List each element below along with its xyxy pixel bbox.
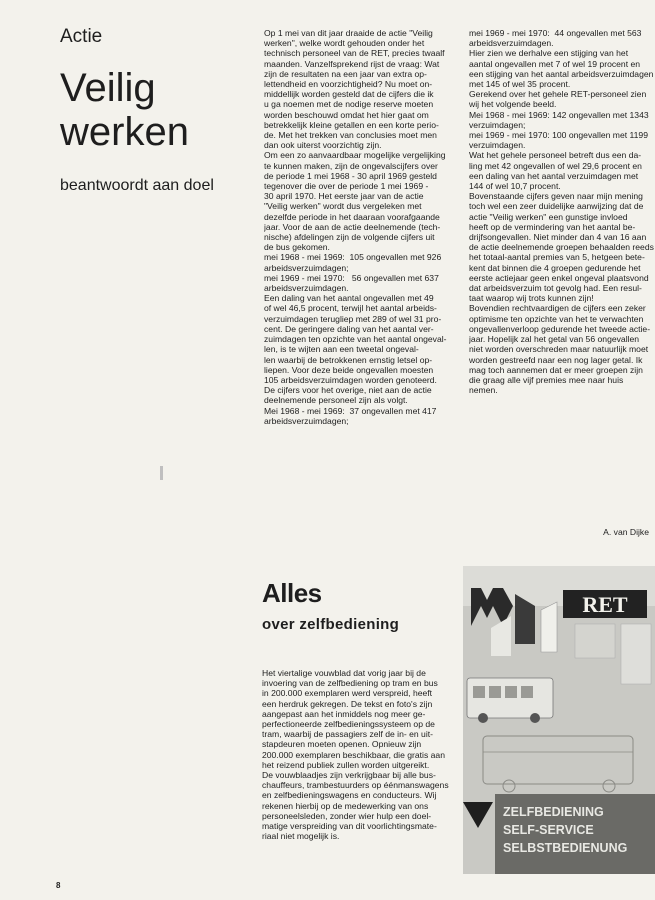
second-article-title: Alles bbox=[262, 578, 322, 608]
author-signature: A. van Dijke bbox=[603, 527, 649, 537]
title-line-1: Veilig bbox=[60, 66, 156, 110]
leaflet-panel-2 bbox=[621, 624, 651, 684]
article-title bbox=[60, 66, 189, 154]
print-mark bbox=[160, 466, 163, 480]
poster-line-nl: ZELFBEDIENING bbox=[503, 805, 604, 819]
leaflet-illustration bbox=[463, 566, 655, 874]
house-shape-3 bbox=[541, 602, 557, 652]
article-column-2: mei 1969 - mei 1970: 44 ongevallen met 563 arbeidsverzuimdagen. Hier zien we derhalve een stijging van het aantal ongevallen met 7 of wel 19 procent en een stijging van het aantal arbeidsverzuimdagen met 145 of wel 35 procent. Gerekend over het gehele RET-personeel zien wij het volgende beeld. Mei 1968 - mei 1969: 142 ongevallen met 1343 verzuimdagen; mei 1969 - mei 1970: 100 ongevallen met 1199 verzuimdagen. Wat het gehele personeel betreft dus een da- ling met 42 ongevallen of wel 29,6 procent en een daling van het aantal verzuimdagen met 144 of wel 10,7 procent. Bovenstaande cijfers geven naar mijn mening toch wel een zeer duidelijke aanwijzing dat de actie "Veilig werken" een gunstige invloed heeft op de vermindering van het aantal be- drijfsongevallen. Niet minder dan 4 van 16 aan de actie deelnemende groepen behaalden reeds het totaal-aantal premies van 5, hetgeen bete- kent dat binnen die 4 groepen gedurende het eerste actiejaar geen enkel ongeval plaatsvond dat arbeidsverzuim tot gevolg had. Een resul- taat waarop wij trots kunnen zijn! Bovendien rechtvaardigen de cijfers een zeker optimisme ten opzichte van het te verwachten ongevallenverloop gedurende het tweede actie- jaar. Hopelijk zal het getal van 56 ongevallen niet worden overschreden maar natuurlijk moet worden gestreefd naar een nog lager getal. Ik mag toch aannemen dat er meer groepen zijn die graag alle vijf premies mee naar huis nemen. bbox=[469, 28, 654, 396]
second-article-column: Het viertalige vouwblad dat vorig jaar bij de invoering van de zelfbediening op tram en bus in 200.000 exemplaren werd verspreid, heeft een herdruk gekregen. De tekst en foto's zijn aangepast aan het inmiddels nog meer ge- perfectioneerde zelfbedieningssysteem op de tram, waarbij de passagiers zelf de in- en uit- stapdeuren moeten openen. Opnieuw zijn 200.000 exemplaren beschikbaar, die gratis aan het reizend publiek zullen worden uitgereikt. De vouwblaadjes zijn verkrijgbaar bij alle bus- chauffeurs, trambestuurders op éénmanswagens en zelfbedieningswagens en conducteurs. Wij rekenen hierbij op de medewerking van ons personeelsleden, zonder wier hulp een doel- matige verspreiding van dit voorlichtingsmate- riaal niet mogelijk is. bbox=[262, 668, 449, 842]
poster-line-de: SELBSTBEDIENUNG bbox=[503, 841, 628, 855]
ret-logo-text: RET bbox=[582, 592, 628, 617]
second-article-subtitle: over zelfbediening bbox=[262, 616, 400, 633]
article-column-1: Op 1 mei van dit jaar draaide de actie "Veilig werken", welke wordt gehouden onder het technisch personeel van de RET, precies twaalf maanden. Vanzelfsprekend rijst de vraag: Wat zijn de resultaten na een jaar van extra op- lettendheid en voorzichtigheid? Nu moet on- middellijk worden gesteld dat de cijfers die ik u ga noemen met de nodige reserve moeten worden beschouwd omdat het hier gaat om betrekkelijk kleine getallen en een korte perio- de. Met het trekken van conclusies moet men dan ook uiterst voorzichtig zijn. Om een zo aanvaardbaar mogelijke vergelijking te kunnen maken, zijn de ongevalscijfers over de periode 1 mei 1968 - 30 april 1969 gesteld tegenover die over de periode 1 mei 1969 - 30 april 1970. Het eerste jaar van de actie "Veilig werken" wordt dus vergeleken met dezelfde periode in het daaraan voorafgaande jaar. Voor de aan de actie deelnemende (tech- nische) afdelingen zijn de volgende cijfers uit de bus gekomen. mei 1968 - mei 1969: 105 ongevallen met 926 arbeidsverzuimdagen; mei 1969 - mei 1970: 56 ongevallen met 637 arbeidsverzuimdagen. Een daling van het aantal ongevallen met 49 of wel 46,5 procent, terwijl het aantal arbeids- verzuimdagen terugliep met 289 of wel 31 pro- cent. De geringere daling van het aantal ver- zuimdagen ten opzichte van het aantal ongeval- len, is te wijten aan een tweetal ongeval- len waarbij de betrokkenen ernstig letsel op- liepen. Voor deze beide ongevallen moesten 105 arbeidsverzuimdagen worden genoteerd. De cijfers voor het overige, niet aan de actie deelnemende personeel zijn als volgt. Mei 1968 - mei 1969: 37 ongevallen met 417 arbeidsverzuimdagen; bbox=[264, 28, 447, 426]
page-number: 8 bbox=[56, 881, 61, 890]
poster-line-en: SELF-SERVICE bbox=[503, 823, 594, 837]
article-kicker: Actie bbox=[60, 26, 103, 47]
leaflet-panel bbox=[575, 624, 615, 658]
title-line-2: werken bbox=[60, 110, 189, 154]
leaflet-photo bbox=[463, 566, 655, 874]
article-subtitle: beantwoordt aan doel bbox=[60, 177, 214, 194]
